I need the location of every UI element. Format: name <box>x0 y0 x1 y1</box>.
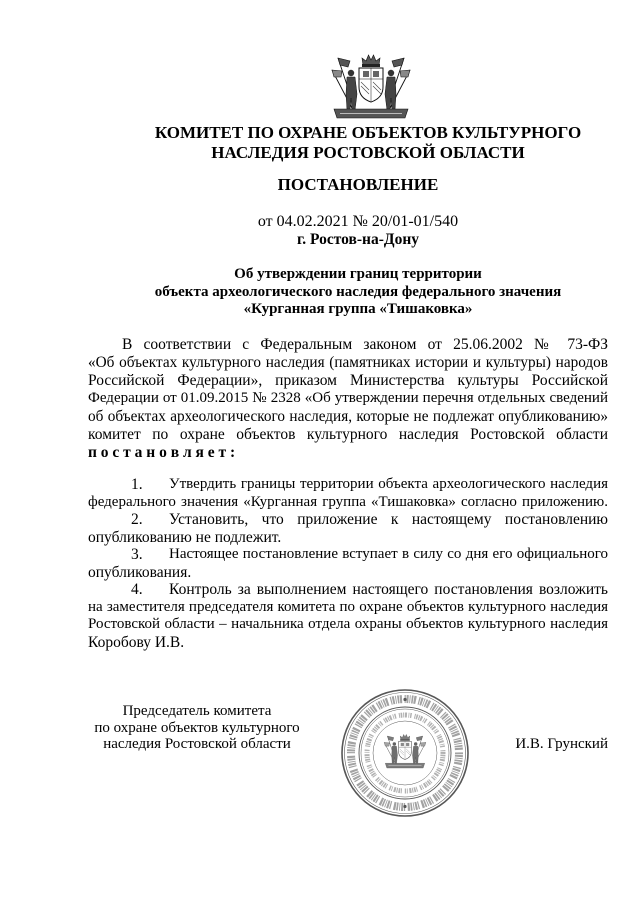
committee-name-line-1: КОМИТЕТ ПО ОХРАНЕ ОБЪЕКТОВ КУЛЬТУРНОГО <box>154 123 582 142</box>
signatory-position-line: по охране объектов культурного <box>94 719 300 736</box>
preamble-line: об объектах археологического наследия, которые не подлежат опубликованию» <box>88 408 608 425</box>
decree-word: п о с т а н о в л я е т : <box>88 444 236 461</box>
signatory-position <box>77 703 317 753</box>
subject-line: «Курганная группа «Тишаковка» <box>243 301 473 317</box>
item-line: опубликованию не подлежит. <box>88 528 282 546</box>
committee-name <box>128 123 608 163</box>
item-number: 1. <box>131 476 143 493</box>
city: г. Ростов-на-Дону <box>297 231 419 248</box>
item-line: Ростовской области – начальника отдела охраны объектов культурного наследия <box>88 616 608 632</box>
preamble-line: В соответствии с Федеральным законом от 25.06.2002 № 73-ФЗ <box>122 336 608 353</box>
item-number: 2. <box>131 511 143 528</box>
committee-name-line-2: НАСЛЕДИЯ РОСТОВСКОЙ ОБЛАСТИ <box>211 143 525 162</box>
signatory-name: И.В. Грунский <box>515 735 608 752</box>
official-seal-icon <box>338 686 472 820</box>
item-line: Коробову И.В. <box>88 633 185 651</box>
item-number: 3. <box>131 546 143 563</box>
item-line: Установить, что приложение к настоящему постановлению <box>169 511 608 528</box>
signatory-position-line: наследия Ростовской области <box>103 736 291 752</box>
document-type: ПОСТАНОВЛЕНИЕ <box>277 175 439 194</box>
item-line: на заместителя председателя комитета по охране объектов культурного наследия <box>88 598 608 615</box>
preamble-line: Российской Федерации», приказом Министерства культуры Российской <box>88 372 608 389</box>
item-line: федерального значения «Курганная группа «Тишаковка» согласно приложению. <box>88 493 608 510</box>
subject-title <box>108 266 608 319</box>
item-number: 4. <box>131 581 143 598</box>
subject-line: объекта археологического наследия федерального значения <box>154 283 562 300</box>
item-line: Настоящее постановление вступает в силу со дня его официального <box>169 546 608 562</box>
signatory-position-line: Председатель комитета <box>122 703 272 719</box>
preamble-line: комитет по охране объектов культурного наследия Ростовской области <box>88 426 608 443</box>
item-line: Контроль за выполнением настоящего постановления возложить <box>169 581 608 598</box>
subject-line: Об утверждении границ территории <box>234 266 482 282</box>
date-and-number: от 04.02.2021 № 20/01-01/540 <box>257 213 459 230</box>
item-line: опубликования. <box>88 563 192 581</box>
preamble-line: «Об объектах культурного наследия (памятниках истории и культуры) народов <box>88 354 608 371</box>
preamble-line: Федерации от 01.09.2015 № 2328 «Об утверждении перечня отдельных сведений <box>88 390 608 406</box>
item-line: Утвердить границы территории объекта археологического наследия <box>169 476 608 492</box>
coat-of-arms-icon <box>326 52 416 124</box>
